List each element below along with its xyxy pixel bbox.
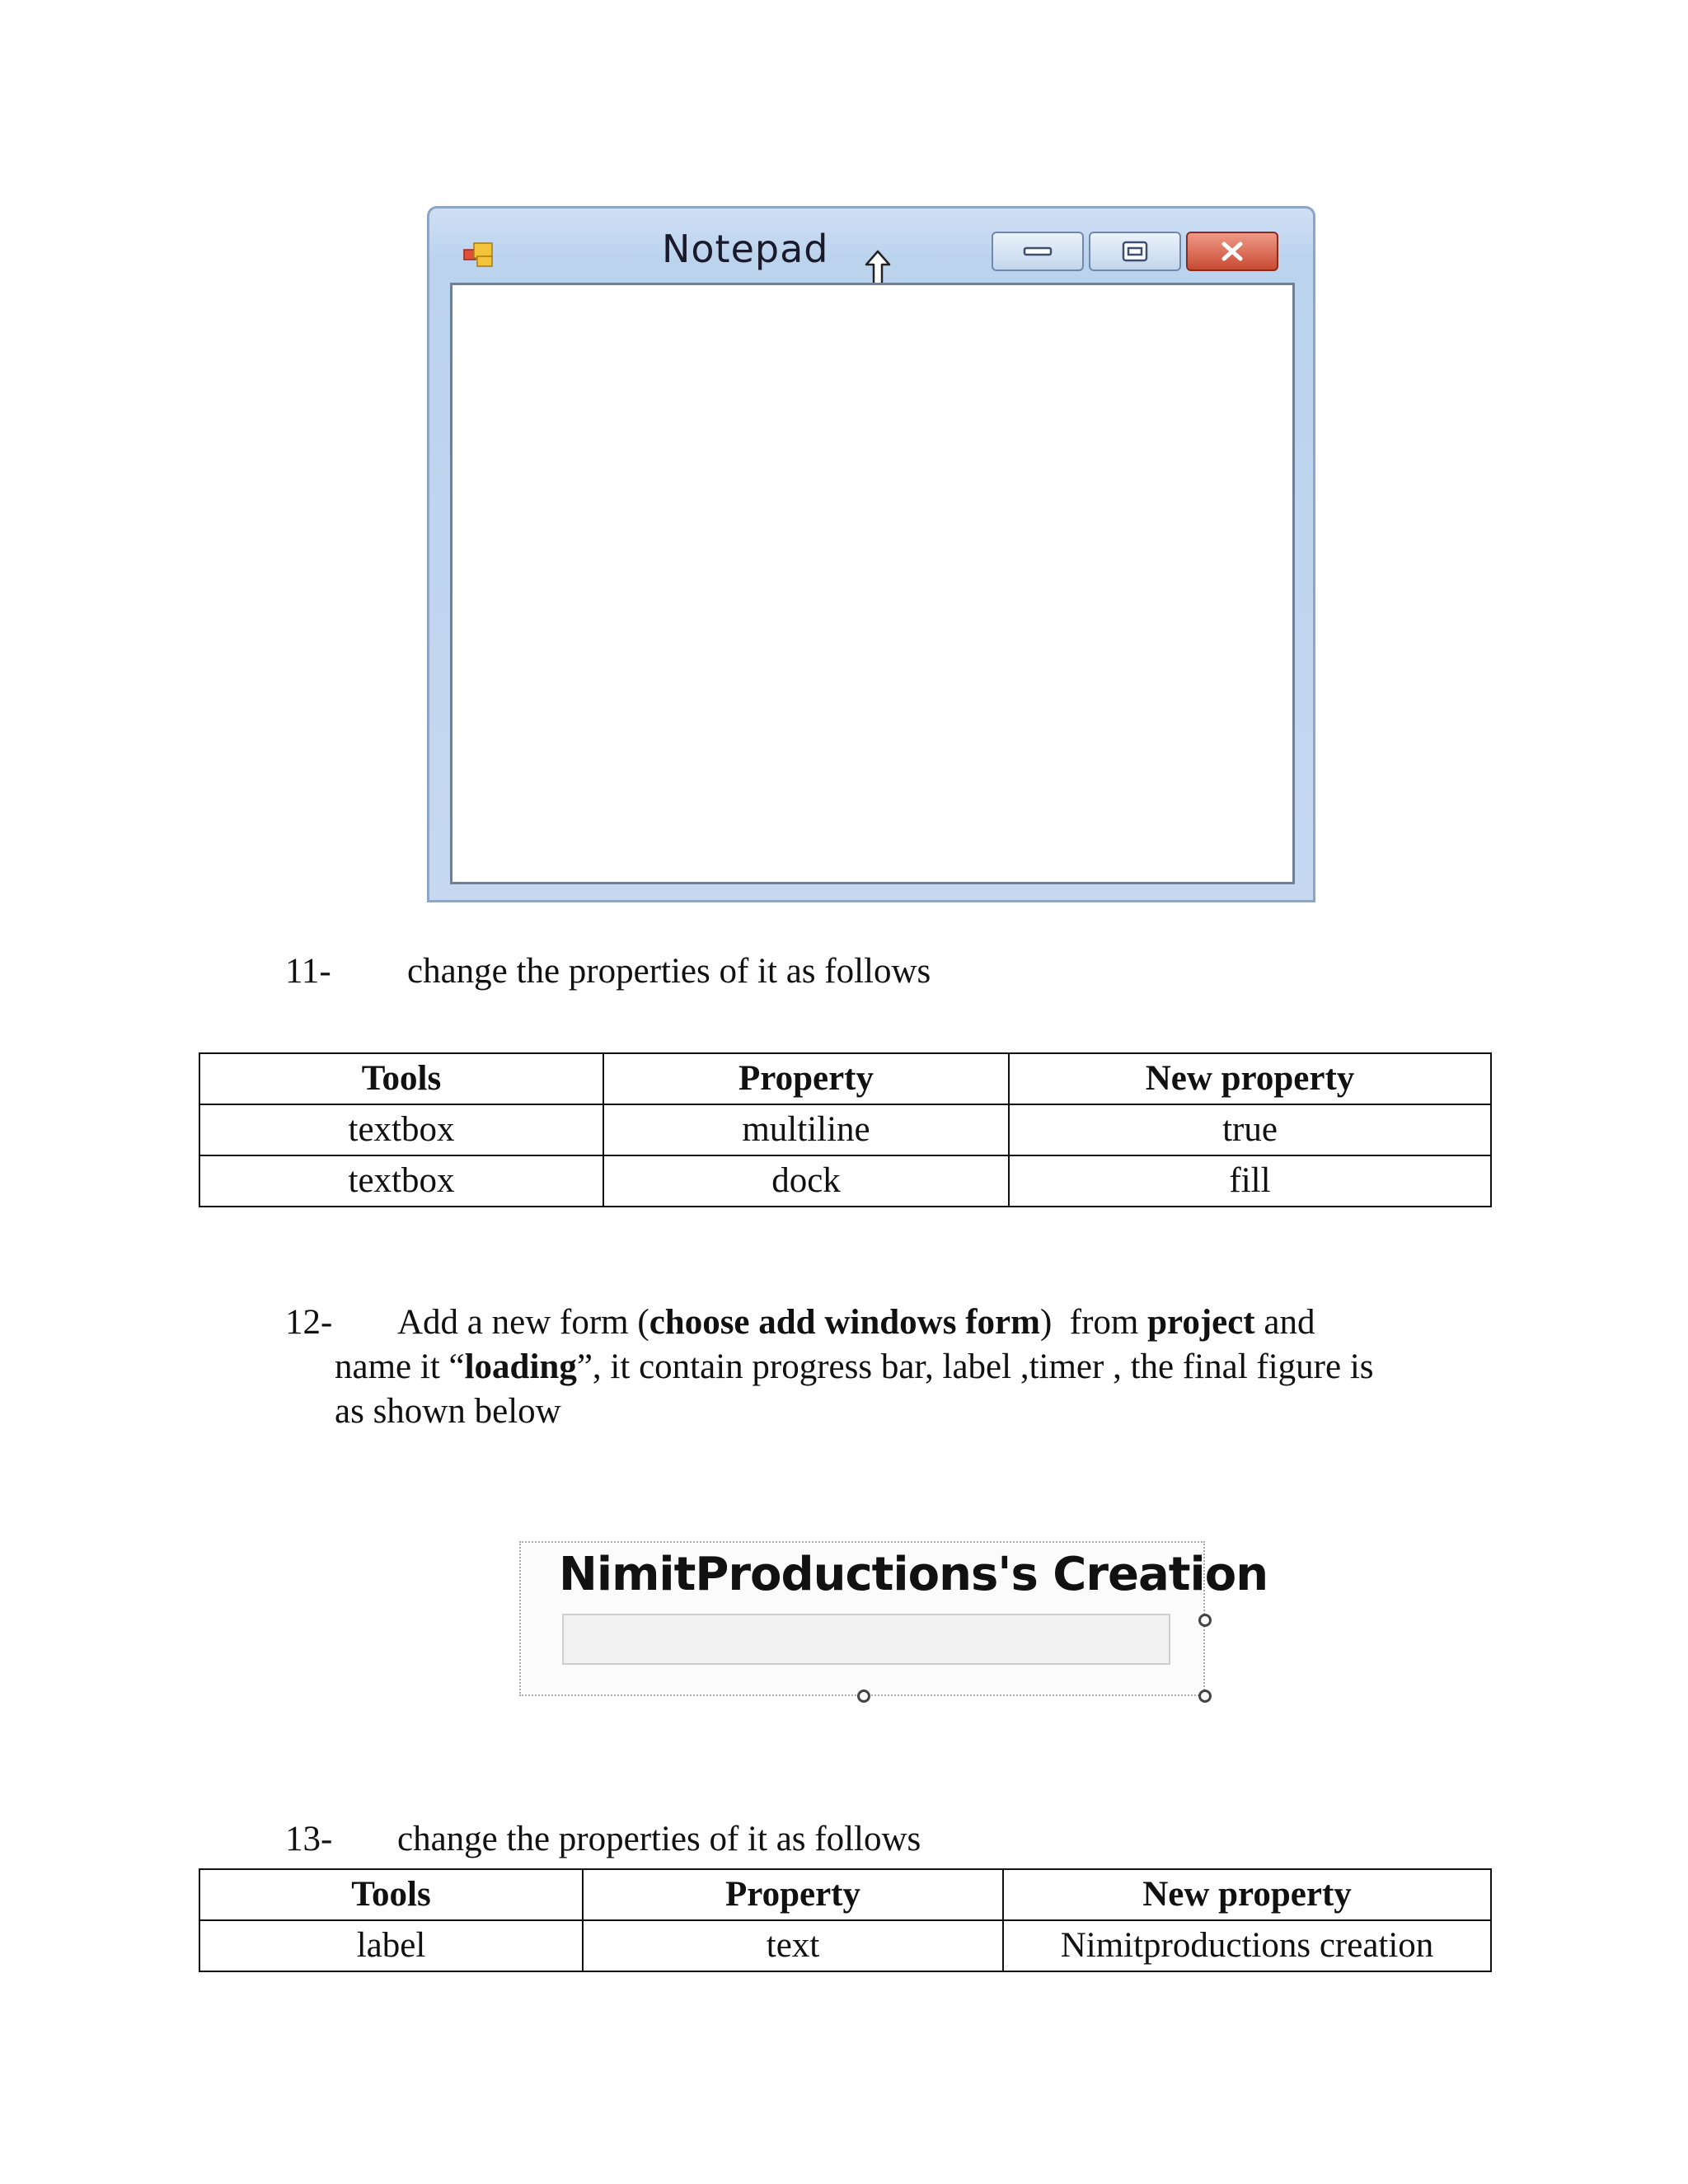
notepad-window [427,206,1315,902]
step-text-bold: loading [464,1347,577,1386]
close-button[interactable] [1186,232,1278,271]
minimize-button[interactable] [992,232,1084,271]
minimize-icon [1021,243,1054,260]
header-new-property: New property [1009,1053,1491,1104]
cell-property: dock [603,1155,1009,1207]
maximize-button[interactable] [1089,232,1181,271]
step-12-line-2 [335,1345,1374,1390]
cell-new-property: Nimitproductions creation [1003,1920,1491,1971]
cell-tools: textbox [199,1104,603,1155]
loading-label: NimitProductions's Creation [559,1548,1268,1601]
header-tools: Tools [199,1053,603,1104]
step-text: as shown below [335,1392,561,1431]
cell-new-property: fill [1009,1155,1491,1207]
cell-property: text [583,1920,1003,1971]
step-12-line-1 [285,1301,1315,1345]
step-text: name it “ [335,1347,465,1386]
step-text-bold: choose add windows form [649,1303,1040,1342]
header-property: Property [603,1053,1009,1104]
cell-tools: label [199,1920,583,1971]
step-11-paragraph [285,949,931,994]
window-title: Notepad [662,227,829,271]
table-row [199,1104,1491,1155]
resize-handle-bottom[interactable] [857,1690,870,1703]
step-text: ”, it contain progress bar, label ,timer , the final figure is [576,1347,1374,1386]
step-13-paragraph [285,1817,921,1862]
step-text: change the properties of it as follows [397,1820,921,1858]
notepad-textbox[interactable] [450,283,1295,884]
step-number: 12- [285,1303,333,1342]
step-text: change the properties of it as follows [407,952,931,991]
header-property: Property [583,1869,1003,1920]
cell-new-property: true [1009,1104,1491,1155]
header-tools: Tools [199,1869,583,1920]
properties-table-2 [199,1868,1492,1972]
loading-form-figure [519,1541,1268,1696]
progress-bar [562,1614,1170,1665]
table-row [199,1920,1491,1971]
header-new-property: New property [1003,1869,1491,1920]
table-row [199,1155,1491,1207]
table-header-row [199,1053,1491,1104]
step-number: 11- [285,952,331,991]
resize-handle-right[interactable] [1198,1614,1212,1627]
step-12-line-3 [335,1390,561,1434]
step-text-bold: project [1147,1303,1255,1342]
step-text: ) from [1039,1303,1148,1342]
resize-handle-corner[interactable] [1198,1690,1212,1703]
step-number: 13- [285,1820,333,1858]
app-icon [462,240,497,269]
step-text: Add a new form ( [397,1303,649,1342]
cell-tools: textbox [199,1155,603,1207]
step-text: and [1254,1303,1315,1342]
maximize-icon [1118,240,1151,263]
cell-property: multiline [603,1104,1009,1155]
properties-table-1 [199,1052,1492,1207]
table-header-row [199,1869,1491,1920]
close-icon [1216,240,1249,263]
